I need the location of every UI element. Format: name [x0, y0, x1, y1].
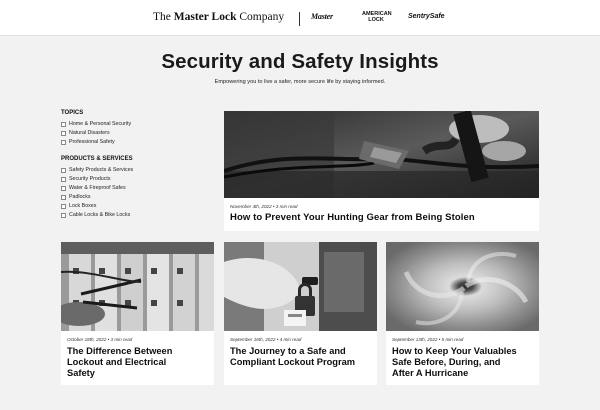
article-title-line: Safety — [67, 368, 95, 378]
american-lock-logo[interactable] — [362, 11, 390, 23]
filter-label: Padlocks — [69, 194, 91, 200]
article-meta: October 18th, 2022 • 3 min read — [67, 337, 133, 342]
brand-suffix: Company — [239, 11, 285, 23]
checkbox-icon[interactable] — [61, 177, 66, 182]
article-meta: September 13th, 2022 • 5 min read — [392, 337, 464, 342]
master-brand-logo[interactable] — [311, 12, 333, 21]
checkbox-icon[interactable] — [61, 168, 66, 173]
article-title-line: Safe Before, During, and — [392, 357, 501, 367]
filter-professional-safety[interactable] — [61, 138, 115, 146]
checkbox-icon[interactable] — [61, 140, 66, 145]
master-lock-company-logo[interactable] — [153, 11, 284, 23]
brand-divider — [299, 12, 300, 26]
checkbox-icon[interactable] — [61, 131, 66, 136]
filter-padlocks[interactable] — [61, 193, 91, 201]
master-logo-text: Master — [311, 12, 333, 21]
article-title[interactable] — [67, 346, 172, 379]
article-title[interactable] — [392, 346, 517, 379]
filter-label: Water & Fireproof Safes — [69, 185, 126, 191]
checkbox-icon[interactable] — [61, 122, 66, 127]
filter-label: Natural Disasters — [69, 130, 110, 136]
article-card[interactable] — [61, 242, 214, 385]
checkbox-icon[interactable] — [61, 195, 66, 200]
hurricane-satellite-photo[interactable] — [386, 242, 539, 331]
article-card[interactable] — [224, 242, 377, 385]
filter-home-personal-security[interactable] — [61, 120, 131, 128]
filter-label: Cable Locks & Bike Locks — [69, 212, 131, 218]
article-card[interactable] — [386, 242, 539, 385]
article-title[interactable]: How to Prevent Your Hunting Gear from Being Stolen — [230, 212, 475, 223]
article-title-line: Lockout and Electrical — [67, 357, 167, 367]
filter-label: Home & Personal Security — [69, 121, 132, 127]
sentrysafe-logo-text: SentrySafe — [408, 13, 445, 20]
filter-natural-disasters[interactable] — [61, 129, 110, 137]
article-title-line: After A Hurricane — [392, 368, 469, 378]
filter-cable-locks-bike-locks[interactable] — [61, 211, 130, 219]
article-title[interactable] — [230, 346, 355, 368]
checkbox-icon[interactable] — [61, 213, 66, 218]
electrical-panel-photo[interactable] — [61, 242, 214, 331]
filter-label: Security Products — [69, 176, 111, 182]
site-header — [0, 0, 600, 36]
article-card-featured[interactable] — [224, 111, 539, 231]
article-title-line: Compliant Lockout Program — [230, 357, 355, 367]
article-meta: November 4th, 2022 • 3 min read — [230, 204, 298, 209]
filter-security-products[interactable] — [61, 175, 111, 183]
brand-name: Master Lock — [173, 11, 237, 23]
article-meta: September 16th, 2022 • 4 min read — [230, 337, 302, 342]
article-title-line: How to Keep Your Valuables — [392, 346, 517, 356]
article-title-line: The Difference Between — [67, 346, 173, 356]
products-services-heading: PRODUCTS & SERVICES — [61, 156, 133, 162]
american-lock-text-1: AMERICAN — [362, 11, 392, 17]
checkbox-icon[interactable] — [61, 186, 66, 191]
topics-heading: TOPICS — [61, 110, 84, 116]
filter-label: Professional Safety — [69, 139, 115, 145]
page-title: Security and Safety Insights — [161, 50, 439, 73]
filter-label: Safety Products & Services — [69, 167, 134, 173]
checkbox-icon[interactable] — [61, 204, 66, 209]
filter-label: Lock Boxes — [69, 203, 97, 209]
sentrysafe-logo[interactable] — [408, 13, 445, 20]
lockout-padlock-photo[interactable] — [224, 242, 377, 331]
brand-prefix: The — [153, 11, 171, 23]
filter-lock-boxes[interactable] — [61, 202, 96, 210]
filter-safety-products[interactable] — [61, 166, 133, 174]
american-lock-text-2: LOCK — [368, 17, 384, 23]
page-subtitle: Empowering you to live a safer, more secure life by staying informed. — [214, 79, 386, 85]
filter-water-fireproof-safes[interactable] — [61, 184, 126, 192]
article-title-line: The Journey to a Safe and — [230, 346, 346, 356]
hunting-gear-cable-lock-photo[interactable] — [224, 111, 539, 198]
